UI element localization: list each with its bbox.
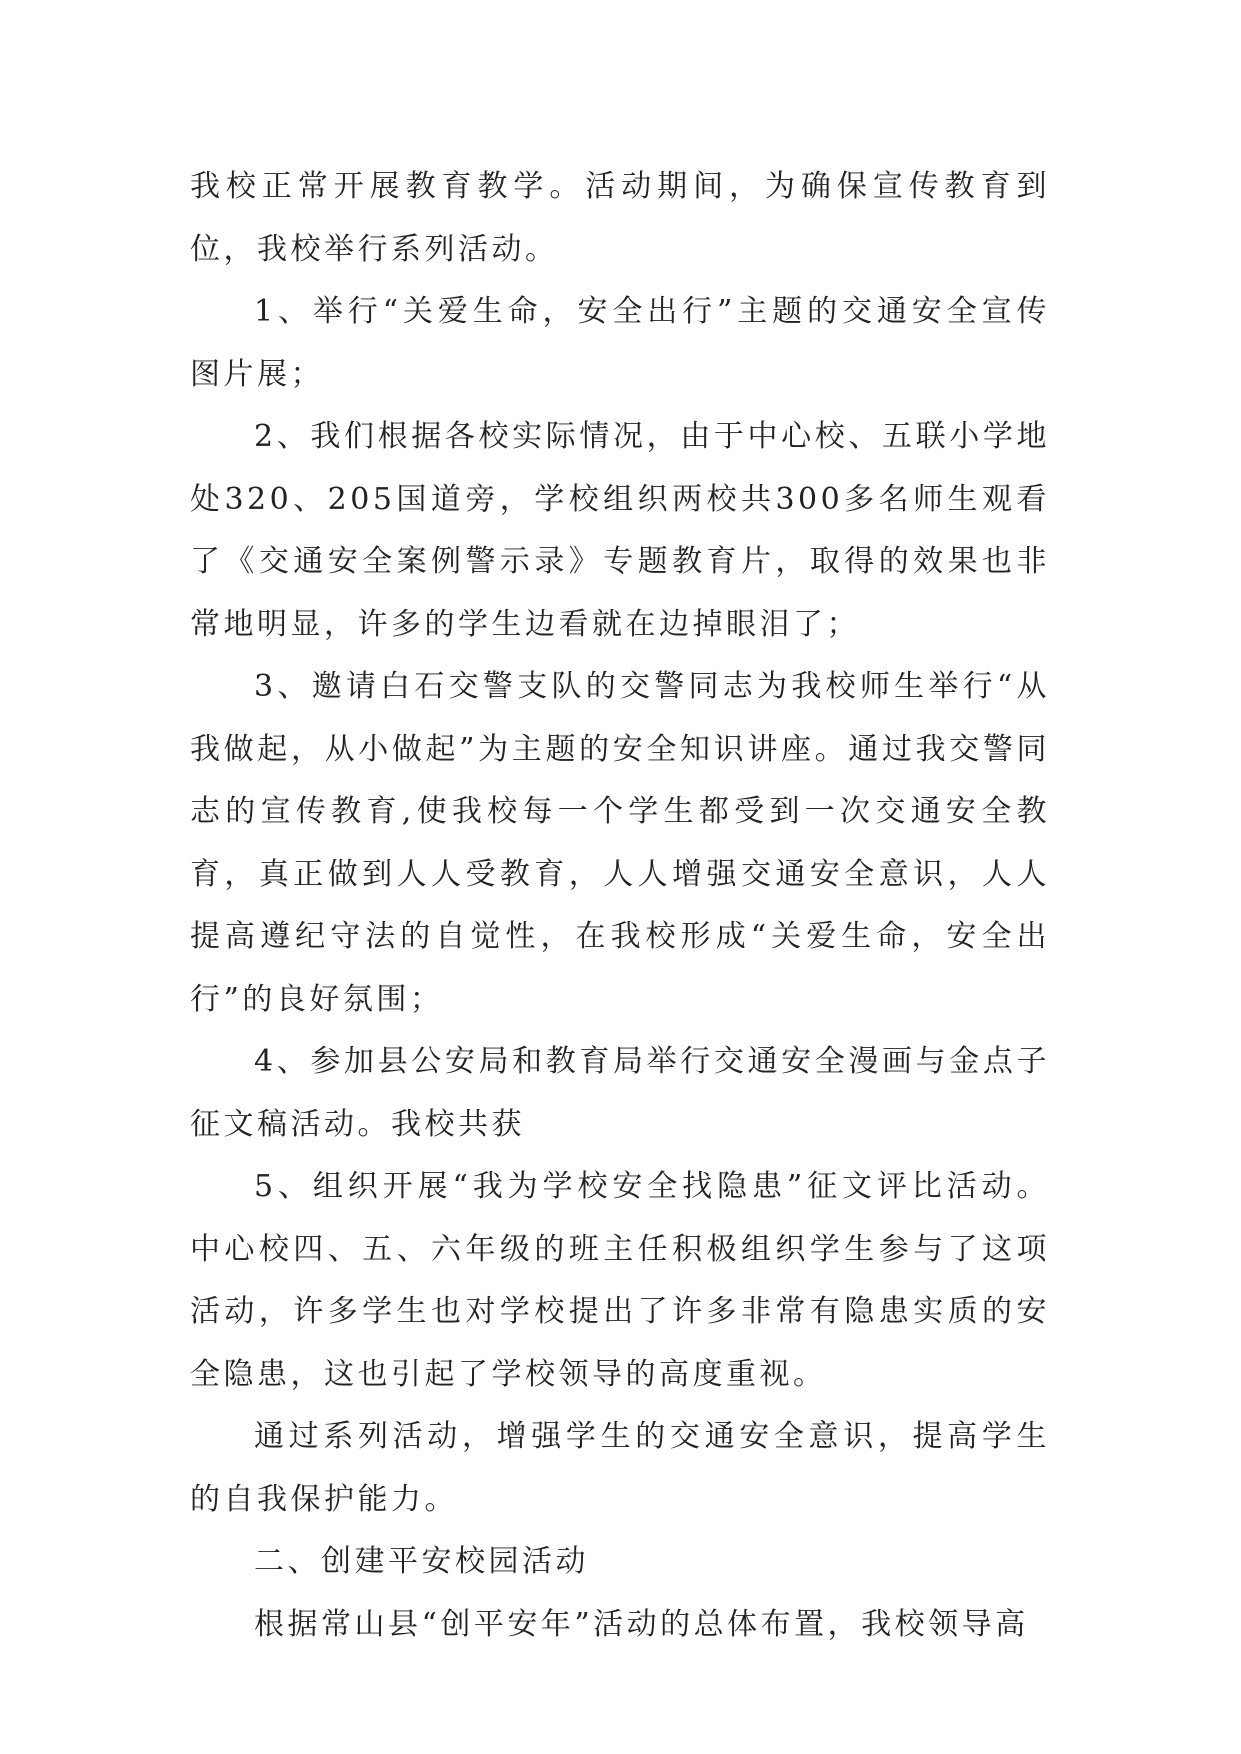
section-heading: 二、创建平安校园活动	[254, 1544, 589, 1579]
paragraph-section-intro: 根据常山县“创平安年”活动的总体布置，我校领导高	[254, 1606, 1029, 1642]
paragraph-item-4: 4、参加县公安局和教育局举行交通安全漫画与金点子征文稿活动。我校共获	[190, 1044, 1050, 1142]
paragraph-item-3: 3、邀请白石交警支队的交警同志为我校师生举行“从我做起，从小做起”为主题的安全知识讲座。通过我交警同志的宣传教育,使我校每一个学生都受到一次交通安全教育，真正做到人人受教育，人人增强交通安全意识，人人提高遵纪守法的自觉性，在我校形成“关爱生命，安全出行”的良好氛围；	[190, 669, 1050, 1017]
paragraph-item-5: 5、组织开展“我为学校安全找隐患”征文评比活动。中心校四、五、六年级的班主任积极组织学生参与了这项活动，许多学生也对学校提出了许多非常有隐患实质的安全隐患，这也引起了学校领导的高度重视。	[190, 1169, 1050, 1392]
paragraph-summary: 通过系列活动，增强学生的交通安全意识，提高学生的自我保护能力。	[190, 1419, 1050, 1517]
document-body	[190, 156, 1050, 1656]
paragraph-item-2: 2、我们根据各校实际情况，由于中心校、五联小学地处320、205国道旁，学校组织两校共300多名师生观看了《交通安全案例警示录》专题教育片，取得的效果也非常地明显，许多的学生边看就在边掉眼泪了；	[190, 419, 1050, 642]
paragraph-continuation: 我校正常开展教育教学。活动期间，为确保宣传教育到位，我校举行系列活动。	[190, 169, 1050, 267]
paragraph-item-1: 1、举行“关爱生命，安全出行”主题的交通安全宣传图片展；	[190, 294, 1050, 392]
